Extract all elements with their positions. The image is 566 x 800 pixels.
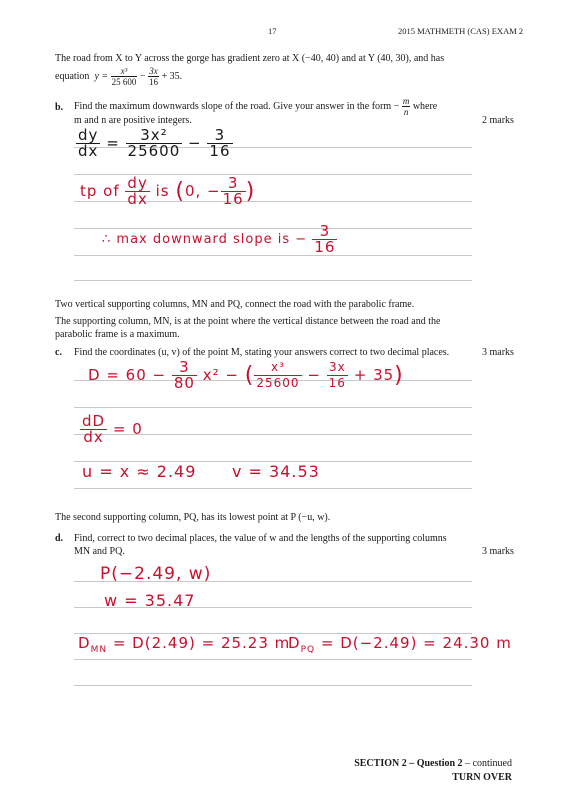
part-c-marks: 3 marks [482, 347, 514, 358]
handwritten-dD-dx: $\frac{dD}{dx}$ = 0 [82, 412, 143, 446]
equation-minus: − [139, 70, 146, 82]
columns-paragraph-3: parabolic frame is a maximum. [55, 329, 180, 340]
part-b-marks: 2 marks [482, 115, 514, 126]
part-d-letter: d. [55, 533, 64, 544]
part-c-letter: c. [55, 347, 62, 358]
columns-paragraph-1: Two vertical supporting columns, MN and PQ, connect the road with the parabolic frame. [55, 299, 415, 310]
intro-line: The road from X to Y across the gorge has gradient zero at X (−40, 40) and at Y (40, 30), and has [55, 53, 445, 64]
part-c-question: Find the coordinates (u, v) of the point M, stating your answers correct to two decimal places. [74, 347, 450, 358]
page-number: 17 [268, 26, 277, 36]
part-d-intro: The second supporting column, PQ, has its lowest point at P (−u, w). [55, 512, 331, 523]
handwritten-length-mn: $D_{MN} = D(2.49) = 25.23$ m [78, 634, 291, 655]
part-d-question-line2: MN and PQ. [74, 546, 125, 557]
columns-paragraph-2: The supporting column, MN, is at the point where the vertical distance between the road and the [55, 316, 441, 327]
part-d-marks: 3 marks [482, 546, 514, 557]
answer-line [74, 280, 472, 281]
handwritten-w-value: w = 35.47 [104, 591, 196, 610]
handwritten-turning-point: tp of $\frac{dy}{dx}$ is (0, − $\frac{3}{16}$ ) [80, 174, 256, 208]
equation-y: y = [94, 70, 109, 82]
equation-label: equation [55, 70, 90, 82]
answer-line [74, 407, 472, 408]
m-over-n: $\frac{m}{n}$ [402, 96, 410, 117]
handwritten-point-p: P(−2.49, w) [100, 564, 212, 584]
answer-line [74, 255, 472, 256]
equation-fraction-2: $\frac{3x}{16}$ [149, 66, 159, 87]
part-b-question: Find the maximum downwards slope of the road. Give your answer in the form − $\frac{m}{n}$ where [74, 96, 438, 117]
handwritten-length-pq: $D_{PQ} = D(-2.49) = 24.30$ m [288, 634, 512, 655]
exam-title: 2015 MATHMETH (CAS) EXAM 2 [398, 26, 524, 36]
answer-line [74, 659, 472, 660]
equation-tail: + 35. [161, 70, 183, 82]
handwritten-v-value: v = 34.53 [232, 462, 320, 481]
footer-section: SECTION 2 – Question 2 – continued [354, 758, 512, 769]
answer-line [74, 685, 472, 686]
part-b-letter: b. [55, 102, 64, 113]
handwritten-derivative: $\frac{dy}{dx}$ = $\frac{\text{3x²}}{25600}$ − $\frac{3}{16}$ [78, 126, 231, 160]
part-d-question: Find, correct to two decimal places, the value of w and the lengths of the supporting columns [74, 533, 447, 544]
answer-line [74, 488, 472, 489]
part-b-question-line2: m and n are positive integers. [74, 115, 192, 126]
road-equation [55, 66, 182, 87]
equation-fraction-1: $\frac{\text{x³}}{25 600}$ [111, 66, 137, 87]
handwritten-u-value: u = x ≈ 2.49 [82, 462, 197, 481]
handwritten-distance-function: D = 60 − $\frac{3}{80}$ x² − ( $\frac{\text{x³}}{25600}$ − $\frac{3x}{16}$ + 35) [88, 358, 404, 392]
handwritten-max-slope: ∴ max downward slope is − $\frac{3}{16}$ [102, 222, 336, 256]
turn-over: TURN OVER [452, 772, 512, 783]
